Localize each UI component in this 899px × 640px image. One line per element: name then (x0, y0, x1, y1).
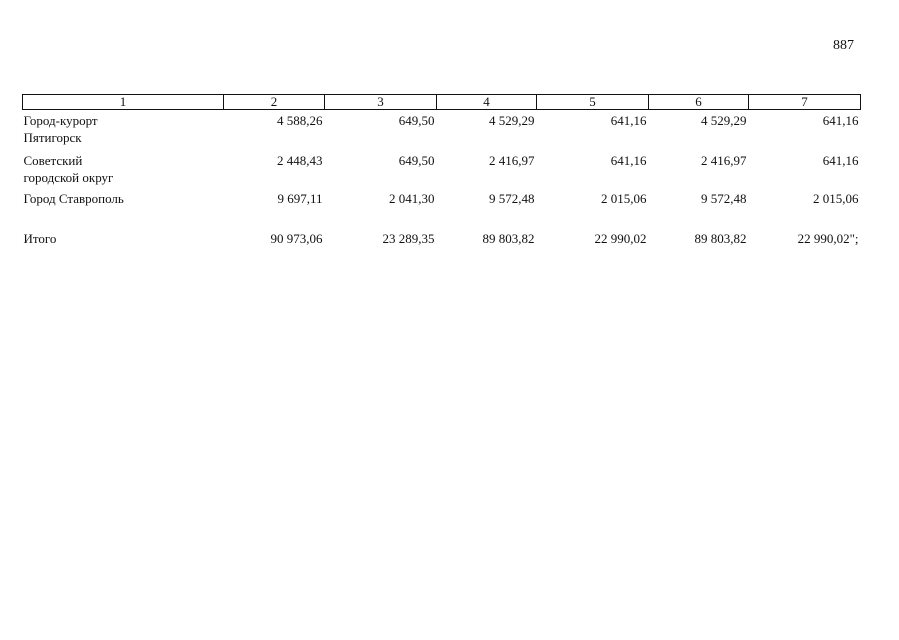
column-header: 5 (537, 95, 649, 110)
table-cell: 9 572,48 (489, 191, 535, 206)
row-name (23, 110, 224, 151)
row-name-line: Советский (23, 153, 83, 168)
table-cell: 9 572,48 (701, 191, 747, 206)
column-header: 3 (325, 95, 437, 110)
table-cell: 4 588,26 (277, 113, 323, 128)
row-name (23, 150, 224, 188)
row-name (23, 228, 224, 250)
table-cell: 23 289,35 (382, 231, 435, 246)
row-name-line: Итого (23, 231, 57, 246)
column-header: 2 (224, 95, 325, 110)
table-cell: 641,16 (610, 153, 647, 168)
table-cell: 9 697,11 (277, 191, 323, 206)
table-cell: 2 041,30 (389, 191, 435, 206)
table-cell: 641,16 (822, 113, 859, 128)
row-name (23, 188, 224, 228)
table-cell: 2 448,43 (277, 153, 323, 168)
table-cell: 89 803,82 (482, 231, 535, 246)
table-cell: 2 416,97 (489, 153, 535, 168)
table-cell: 641,16 (610, 113, 647, 128)
row-name-line: Пятигорск (23, 130, 82, 145)
column-header: 1 (23, 95, 224, 110)
table-cell: 89 803,82 (694, 231, 747, 246)
row-name-line: Город Ставрополь (23, 191, 124, 206)
header-row (23, 95, 861, 110)
row-name-line: городской округ (23, 170, 114, 185)
table-cell: 22 990,02"; (797, 231, 859, 246)
column-header: 6 (649, 95, 749, 110)
table-cell: 4 529,29 (489, 113, 535, 128)
row-name-line: Город-курорт (23, 113, 98, 128)
table-cell: 649,50 (398, 113, 435, 128)
column-header: 7 (749, 95, 861, 110)
data-table (22, 94, 861, 250)
table-row (23, 188, 861, 228)
table-cell: 2 416,97 (701, 153, 747, 168)
table-row (23, 110, 861, 151)
table-cell: 649,50 (398, 153, 435, 168)
table-cell: 4 529,29 (701, 113, 747, 128)
table-cell: 22 990,02 (594, 231, 647, 246)
table-cell: 641,16 (822, 153, 859, 168)
table-cell: 2 015,06 (601, 191, 647, 206)
total-row (23, 228, 861, 250)
column-header: 4 (437, 95, 537, 110)
page-number: 887 (833, 38, 854, 53)
table-cell: 2 015,06 (813, 191, 859, 206)
table-cell: 90 973,06 (270, 231, 323, 246)
table-row (23, 150, 861, 188)
